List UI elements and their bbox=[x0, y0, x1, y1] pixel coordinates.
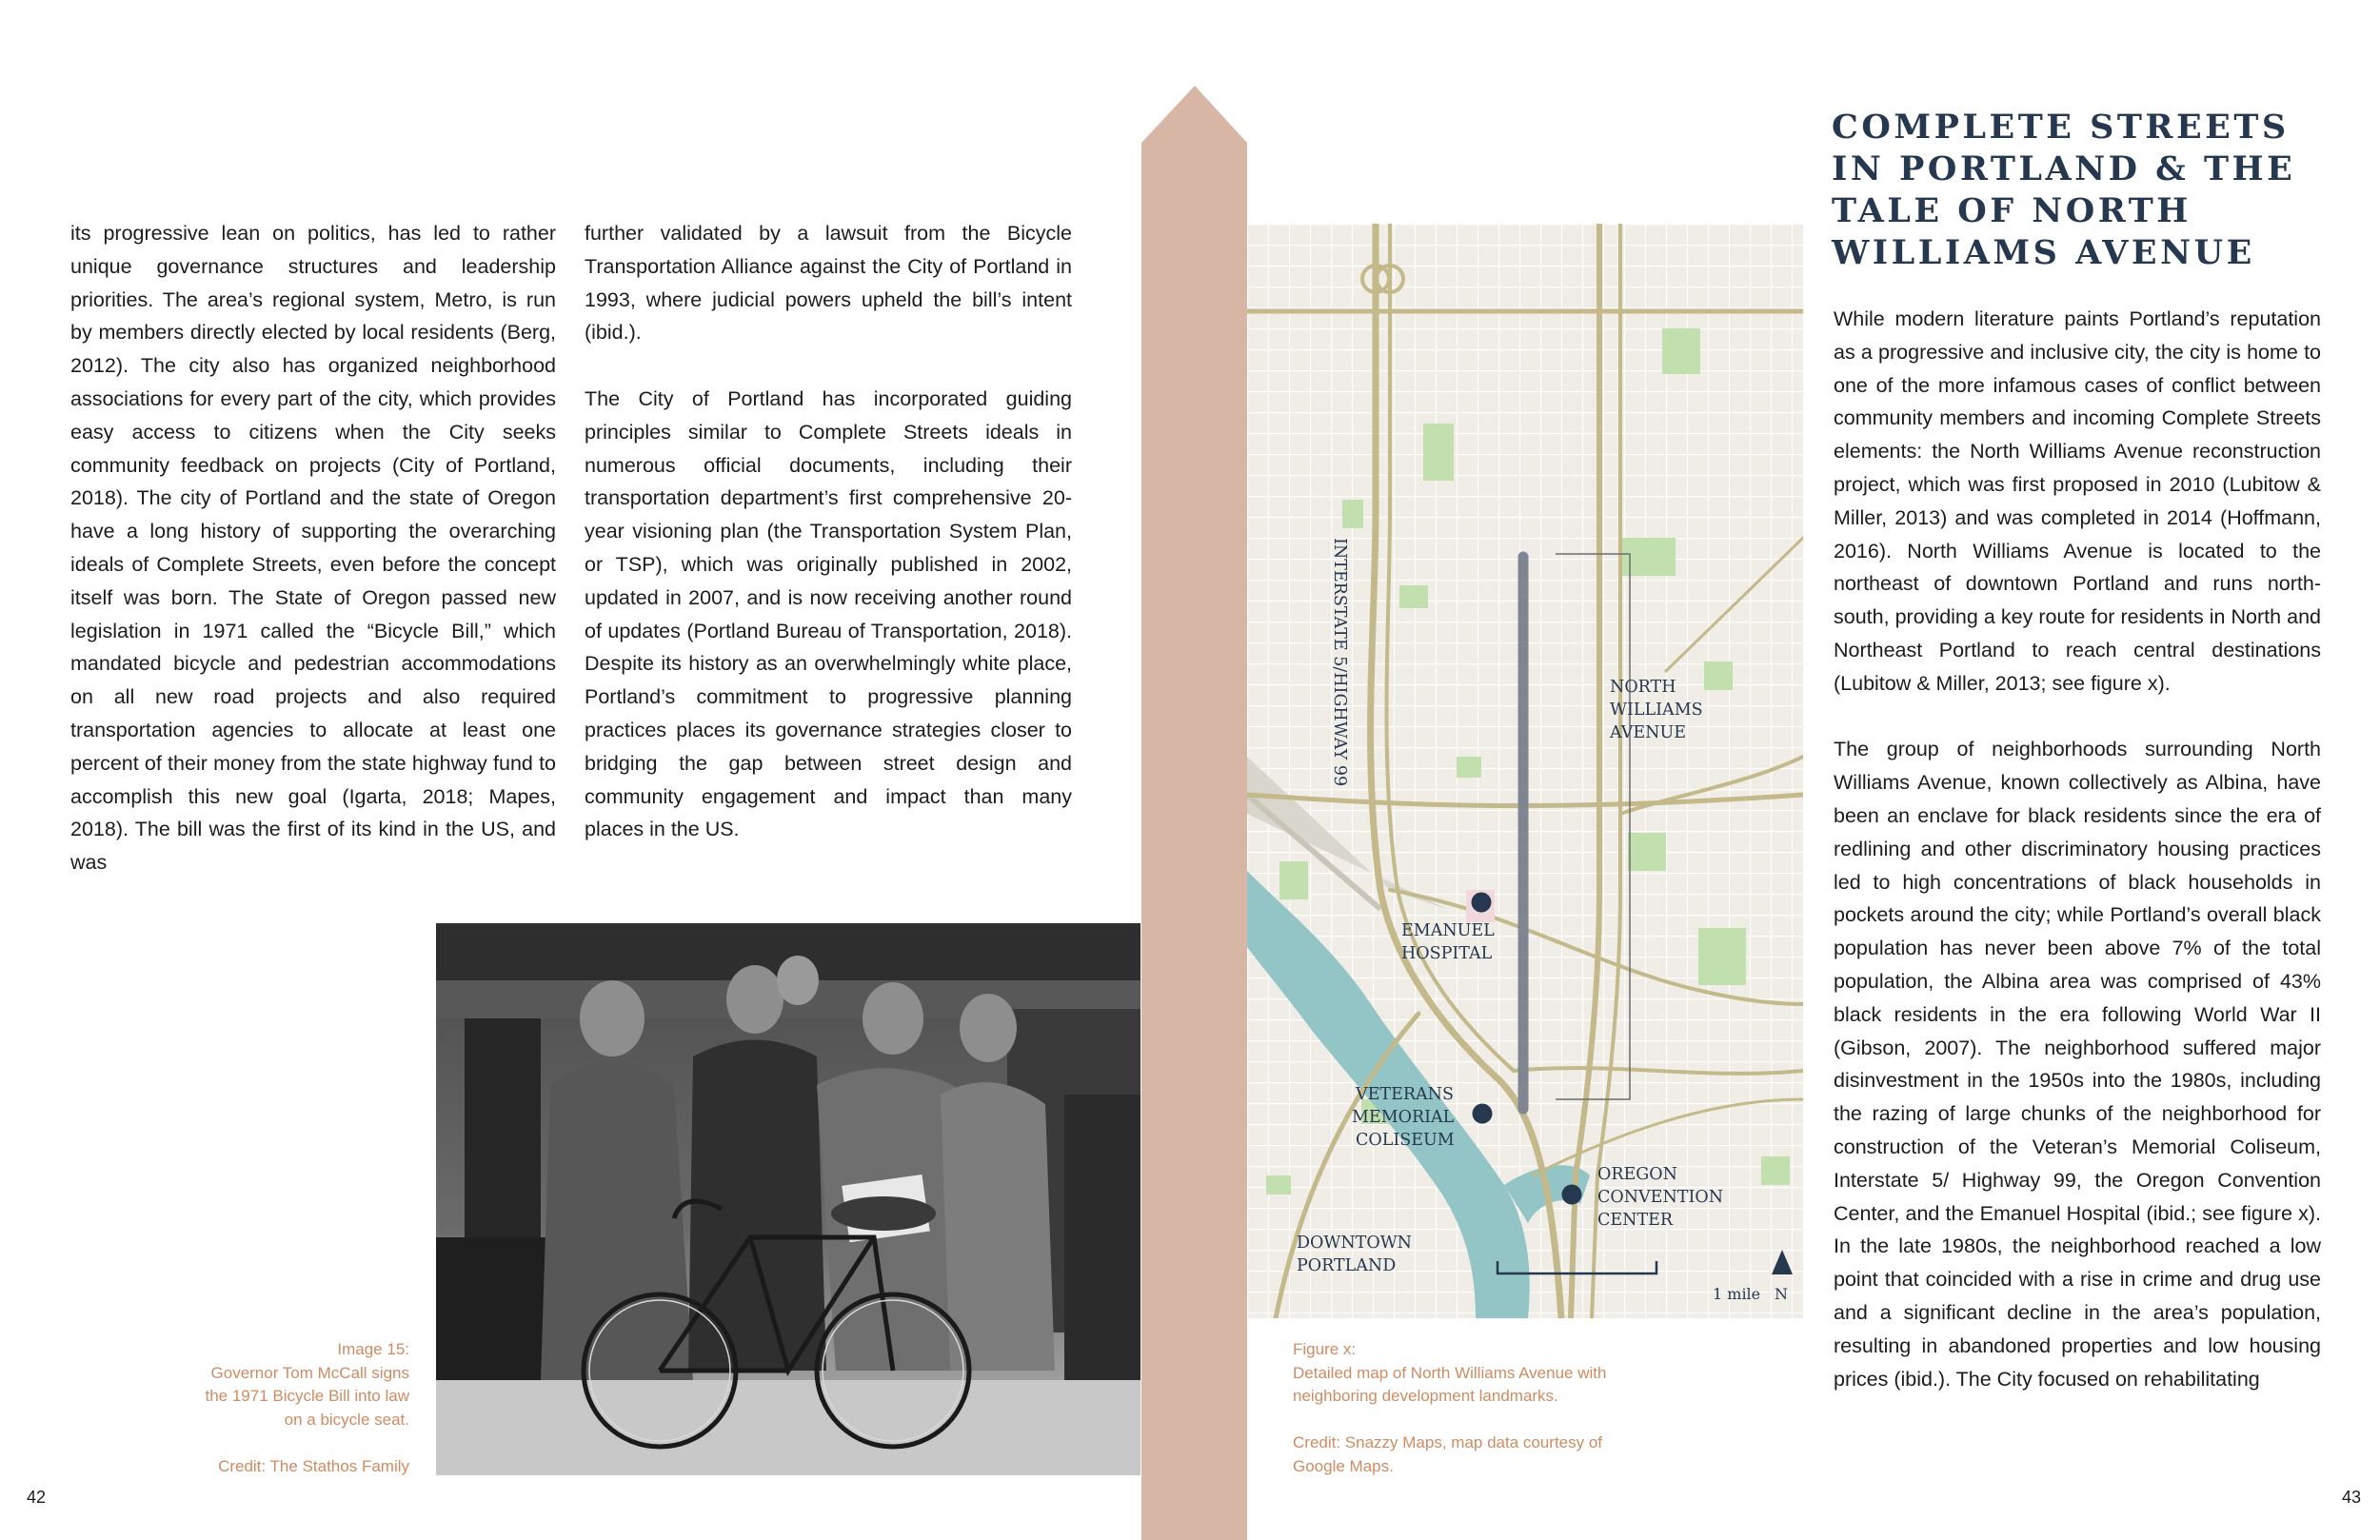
photo-caption bbox=[143, 1338, 409, 1479]
north-williams-map bbox=[1247, 224, 1803, 1318]
caption-line: Governor Tom McCall signs bbox=[210, 1363, 409, 1382]
caption-line: Detailed map of North Williams Avenue with neighboring development landmarks. bbox=[1293, 1363, 1607, 1406]
body-paragraph: The group of neighborhoods surrounding North Williams Avenue, known collectively as Albina, have been an enclave for black residents since the era of redlining and other discriminatory housing practices led to high concentrations of black households in pockets around the city; while Portland’s overall black population has never been above 7% of the total population, the Albina area was comprised of 43% black residents in the era following World War II (Gibson, 2007). The neighborhood suffered major disinvestment in the 1950s into the 1980s, including the razing of large chunks of the neighborhood for construction of the Veteran’s Memorial Coliseum, Interstate 5/ Highway 99, the Oregon Convention Center, and the Emanuel Hospital (ibid.; see figure x). In the late 1980s, the neighborhood reached a low point that coincided with a rise in crime and drug use and a significant decline in the area’s population, resulting in abandoned properties and low housing prices (ibid.). The City focused on rehabilitating bbox=[1834, 738, 2321, 1391]
caption-line: the 1971 Bicycle Bill into law bbox=[205, 1387, 409, 1406]
right-text-column bbox=[1834, 303, 2321, 1395]
hospital-label-line: EMANUEL bbox=[1401, 921, 1495, 940]
caption-line: Image 15: bbox=[337, 1340, 409, 1358]
convention-label-line: CONVENTION bbox=[1597, 1188, 1724, 1207]
highway-label: INTERSTATE 5/HIGHWAY 99 bbox=[1330, 538, 1349, 787]
convention-label-line: CENTER bbox=[1597, 1211, 1674, 1230]
coliseum-label-line: VETERANS bbox=[1356, 1085, 1454, 1104]
avenue-label-line: WILLIAMS bbox=[1610, 701, 1703, 720]
north-arrow-label: N bbox=[1775, 1285, 1788, 1303]
bicycle-bill-signing-photo bbox=[436, 923, 1140, 1475]
map-credit: Credit: Snazzy Maps, map data courtesy of bbox=[1293, 1433, 1603, 1452]
page-number-left: 42 bbox=[27, 1488, 47, 1507]
hospital-label-line: HOSPITAL bbox=[1401, 944, 1493, 963]
scale-label: 1 mile bbox=[1713, 1285, 1761, 1303]
coliseum-label-line: COLISEUM bbox=[1356, 1131, 1455, 1150]
section-heading: COMPLETE STREETS IN PORTLAND & THE TALE OF NORTH WILLIAMS AVENUE bbox=[1832, 108, 2296, 272]
left-text-column-1 bbox=[70, 217, 556, 879]
avenue-label-line: NORTH bbox=[1610, 678, 1676, 697]
downtown-label-line: DOWNTOWN bbox=[1297, 1234, 1412, 1253]
coliseum-label-line: MEMORIAL bbox=[1352, 1108, 1455, 1127]
downtown-label-line: PORTLAND bbox=[1297, 1256, 1397, 1275]
body-paragraph: While modern literature paints Portland’s reputation as a progressive and inclusive city, the city is home to one of the more infamous cases of conflict between community members and incoming Complete Streets elements: the North Williams Avenue reconstruction project, which was first proposed in 2010 (Lubitow & Miller, 2013) and was completed in 2014 (Hoffmann, 2016). North Williams Avenue is located to the northeast of downtown Portland and runs north-south, providing a key route for residents in North and Northeast Portland to reach central destinations (Lubitow & Miller, 2013; see figure x). bbox=[1834, 307, 2321, 695]
caption-line: on a bicycle seat. bbox=[284, 1410, 409, 1429]
body-paragraph: The City of Portland has incorporated guiding principles similar to Complete Streets ideals in numerous official documents, including their transportation department’s first comprehensive 20-year visioning plan (the Transportation System Plan, or TSP), which was originally published in 2002, updated in 2007, and is now receiving another round of updates (Portland Bureau of Transportation, 2018). Despite its history as an overwhelmingly white place, Portland’s commitment to progressive planning practices places its governance strategies closer to bridging the gap between street design and community engagement and impact than many places in the US. bbox=[585, 386, 1072, 841]
avenue-label-line: AVENUE bbox=[1610, 723, 1687, 742]
photo-credit: Credit: The Stathos Family bbox=[218, 1456, 409, 1475]
left-text-column-2 bbox=[585, 217, 1072, 846]
map-caption bbox=[1293, 1338, 1693, 1479]
body-paragraph: further validated by a lawsuit from the Bicycle Transportation Alliance against the City of Portland in 1993, where judicial powers upheld the bill’s intent (ibid.). bbox=[585, 222, 1072, 345]
map-credit: Google Maps. bbox=[1293, 1456, 1394, 1475]
center-divider-arrow bbox=[1141, 86, 1247, 1540]
caption-line: Figure x: bbox=[1293, 1340, 1357, 1358]
body-paragraph: its progressive lean on politics, has led to rather unique governance structures and leadership priorities. The area’s regional system, Metro, is run by members directly elected by local residents (Berg, 2012). The city also has organized neighborhood associations for every part of the city, which provides easy access to citizens when the City seeks community feedback on projects (City of Portland, 2018). The city of Portland and the state of Oregon have a long history of supporting the overarching ideals of Complete Streets, even before the concept itself was born. The State of Oregon passed new legislation in 1971 called the “Bicycle Bill,” which mandated bicycle and pedestrian accommodations on all new road projects and also required transportation agencies to allocate at least one percent of their money from the state highway fund to accomplish this new goal (Igarta, 2018; Mapes, 2018). The bill was the first of its kind in the US, and was bbox=[70, 222, 556, 875]
convention-label-line: OREGON bbox=[1597, 1165, 1677, 1184]
page-number-right: 43 bbox=[2341, 1488, 2361, 1507]
